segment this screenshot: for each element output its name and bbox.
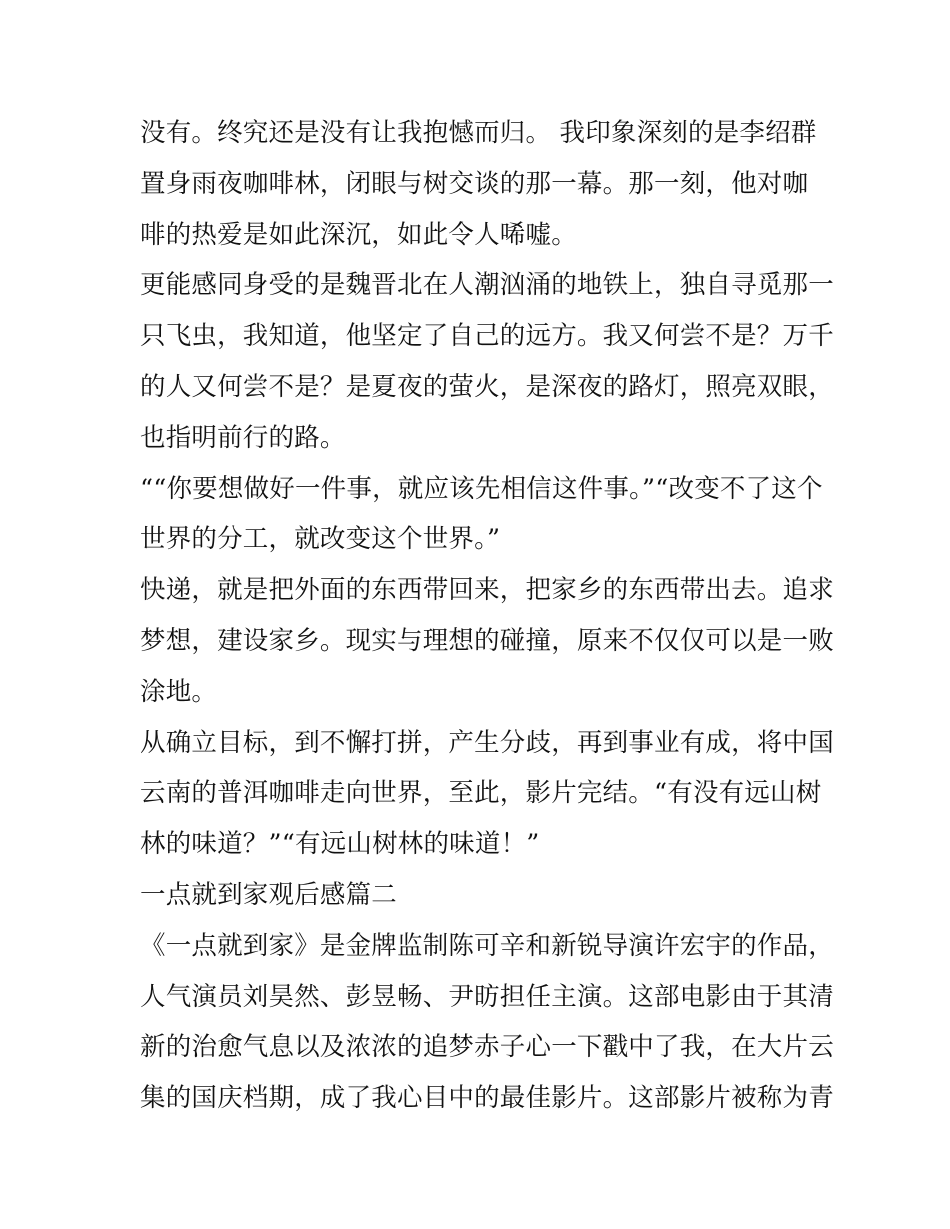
text-line: 世界的分工，就改变这个世界。”: [140, 524, 501, 555]
section-heading: 一点就到家观后感篇二: [140, 879, 398, 910]
text-line: ““你要想做好一件事，就应该先相信这件事。”“改变不了这个: [140, 473, 823, 504]
text-line: 集的国庆档期，成了我心目中的最佳影片。这部影片被称为青: [140, 1083, 834, 1114]
text-line: 置身雨夜咖啡林，闭眼与树交谈的那一幕。那一刻，他对咖: [140, 168, 809, 199]
text-line: 啡的热爱是如此深沉，如此令人唏嘘。: [140, 219, 577, 250]
text-line: 也指明前行的路。: [140, 422, 346, 453]
text-line: 人气演员刘昊然、彭昱畅、尹昉担任主演。这部电影由于其清: [140, 981, 834, 1012]
body-text: [140, 108, 834, 1124]
text-line: 更能感同身受的是魏晋北在人潮汹涌的地铁上，独自寻觅那一: [140, 270, 834, 301]
text-line: 涂地。: [140, 676, 218, 707]
text-line: 《一点就到家》是金牌监制陈可辛和新锐导演许宏宇的作品，: [140, 930, 834, 961]
text-line: 的人又何尝不是？是夏夜的萤火，是深夜的路灯，照亮双眼，: [140, 371, 834, 402]
text-line: 云南的普洱咖啡走向世界，至此，影片完结。“有没有远山树: [140, 778, 822, 809]
text-line: 新的治愈气息以及浓浓的追梦赤子心一下戳中了我，在大片云: [140, 1032, 834, 1063]
text-line: 只飞虫，我知道，他坚定了自己的远方。我又何尝不是？万千: [140, 321, 834, 352]
text-line: 快递，就是把外面的东西带回来，把家乡的东西带出去。追求: [140, 575, 834, 606]
text-line: 从确立目标，到不懈打拼，产生分歧，再到事业有成，将中国: [140, 727, 834, 758]
text-line: 没有。终究还是没有让我抱憾而归。 我印象深刻的是李绍群: [140, 118, 817, 148]
text-line: 林的味道？”“有远山树林的味道！”: [140, 829, 540, 860]
text-line: 梦想，建设家乡。现实与理想的碰撞，原来不仅仅可以是一败: [140, 625, 834, 656]
